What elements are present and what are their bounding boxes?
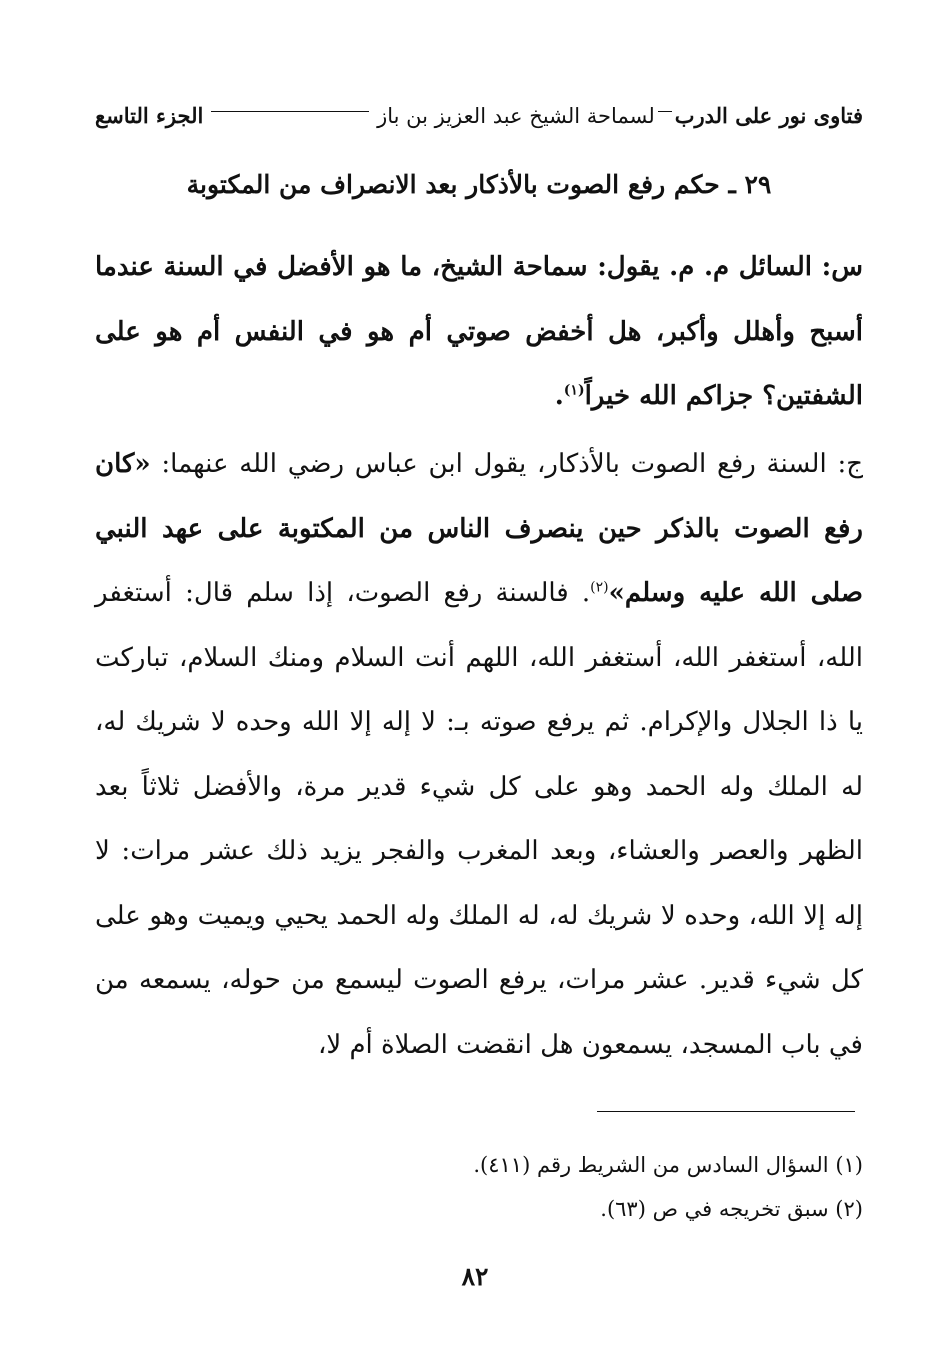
question-text: س: السائل م. م. يقول: سماحة الشيخ، ما هو الأفضل في السنة عندما أسبح وأهلل وأكبر، هل أخفض صوتي أم هو في النفس أم هو على الشفتين؟ جزاكم الله خيراً: [95, 252, 863, 411]
hadith-quote: «كان رفع الصوت بالذكر حين ينصرف الناس من المكتوبة على عهد النبي صلى الله عليه وسلم»: [95, 449, 863, 608]
volume-part: الجزء التاسع: [95, 103, 204, 128]
author-name: لسماحة الشيخ عبد العزيز بن باز: [377, 104, 655, 128]
answer-intro: ج: السنة رفع الصوت بالأذكار، يقول ابن عباس رضي الله عنهما:: [161, 449, 863, 479]
running-header: [95, 96, 863, 136]
page-number: ٨٢: [461, 1262, 489, 1291]
answer-rest: . فالسنة رفع الصوت، إذا سلم قال: أستغفر الله، أستغفر الله، أستغفر الله، اللهم أنت السلام ومنك السلام، تباركت يا ذا الجلال والإكرام. ثم يرفع صوته بـ: لا إله إلا الله وحده لا شريك له، له الملك وله الحمد وهو على كل شيء قدير مرة، والأفضل ثلاثاً بعد الظهر والعصر والعشاء، وبعد المغرب والفجر يزيد ذلك عشر مرات: لا إله إلا الله، وحده لا شريك له، له الملك وله الحمد يحيي ويميت وهو على كل شيء قدير. عشر مرات، يرفع الصوت ليسمع من حوله، يسمعه من في باب المسجد، يسمعون هل انقضت الصلاة أم لا،: [95, 578, 863, 1060]
question-end: .: [554, 381, 564, 411]
footnote-ref-1: (١): [563, 382, 585, 399]
footnotes: [95, 1143, 863, 1231]
header-rule: [211, 111, 369, 112]
question-paragraph: [95, 235, 863, 429]
answer-paragraph: [95, 432, 863, 1077]
header-dash: [658, 111, 672, 112]
book-title: فتاوى نور على الدرب: [674, 103, 863, 128]
footnote-1: (١) السؤال السادس من الشريط رقم (٤١١).: [473, 1153, 863, 1177]
footnote-2: (٢) سبق تخريجه في ص (٦٣).: [600, 1197, 863, 1221]
footnote-divider: [597, 1111, 855, 1112]
section-title: ٢٩ ـ حكم رفع الصوت بالأذكار بعد الانصراف من المكتوبة: [186, 170, 772, 199]
footnote-ref-2: (٢): [590, 579, 609, 596]
